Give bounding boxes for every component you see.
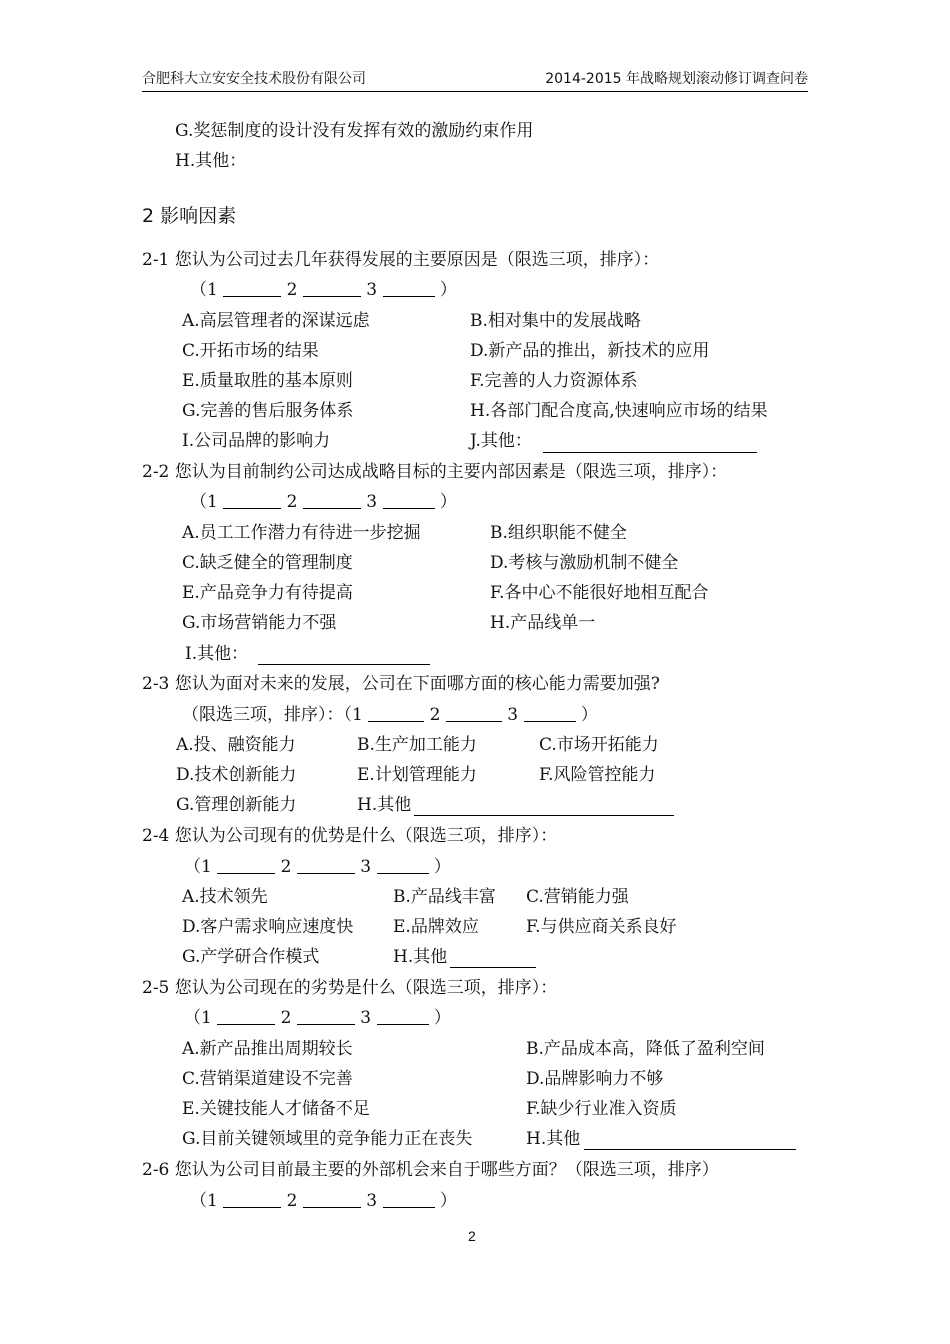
q2-option-a[interactable]: A.员工工作潜力有待进一步挖掘: [182, 523, 421, 543]
q2-rank-3-blank[interactable]: [383, 492, 435, 509]
q2-rank-1-blank[interactable]: [223, 492, 281, 509]
q3-rank-row: [182, 705, 598, 725]
q6-title: 2-6 您认为公司目前最主要的外部机会来自于哪些方面？（限选三项，排序）: [142, 1160, 719, 1180]
q4-rank-row: [184, 857, 451, 877]
q5-title: 2-5 您认为公司现在的劣势是什么（限选三项，排序）：: [142, 978, 558, 998]
q3-option-g[interactable]: G.管理创新能力: [176, 795, 297, 815]
q1-option-e[interactable]: E.质量取胜的基本原则: [182, 371, 353, 391]
rank-close: ）: [439, 492, 457, 512]
page-number: 2: [468, 1228, 476, 1244]
rank-label-2: 2: [280, 857, 292, 877]
rank-label-3: 3: [360, 1008, 372, 1028]
q4-rank-1-blank[interactable]: [217, 857, 275, 874]
q1-option-h[interactable]: H.各部门配合度高,快速响应市场的结果: [470, 401, 768, 421]
q2-title: 2-2 您认为目前制约公司达成战略目标的主要内部因素是（限选三项，排序）：: [142, 462, 728, 482]
q1-option-i[interactable]: I.公司品牌的影响力: [182, 431, 331, 451]
rank-close: ）: [433, 1008, 451, 1028]
q3-option-a[interactable]: A.投、融资能力: [176, 735, 296, 755]
q3-rank-prefix: （限选三项，排序）：（1: [182, 705, 363, 725]
q2-option-e[interactable]: E.产品竞争力有待提高: [182, 583, 353, 603]
q2-option-d[interactable]: D.考核与激励机制不健全: [490, 553, 679, 573]
q6-rank-2-blank[interactable]: [303, 1191, 361, 1208]
q2-option-i[interactable]: I.其他：: [185, 644, 249, 664]
q4-rank-2-blank[interactable]: [297, 857, 355, 874]
q3-option-d[interactable]: D.技术创新能力: [176, 765, 297, 785]
rank-label-2: 2: [286, 492, 298, 512]
q3-rank-2-blank[interactable]: [446, 705, 502, 722]
q6-rank-3-blank[interactable]: [383, 1191, 435, 1208]
q2-option-c[interactable]: C.缺乏健全的管理制度: [182, 553, 353, 573]
q1-option-b[interactable]: B.相对集中的发展战略: [470, 311, 641, 331]
q3-option-f[interactable]: F.风险管控能力: [539, 765, 656, 785]
q5-rank-1-blank[interactable]: [217, 1008, 275, 1025]
q5-option-e[interactable]: E.关键技能人才储备不足: [182, 1099, 370, 1119]
q5-option-a[interactable]: A.新产品推出周期较长: [182, 1039, 353, 1059]
q2-option-h[interactable]: H.产品线单一: [490, 613, 596, 633]
rank-close: ）: [433, 857, 451, 877]
q4-option-h[interactable]: H.其他: [393, 947, 448, 967]
q1-title: 2-1 您认为公司过去几年获得发展的主要原因是（限选三项，排序）：: [142, 250, 660, 270]
q1-rank-3-blank[interactable]: [383, 280, 435, 297]
rank-label-3: 3: [360, 857, 372, 877]
q1-option-a[interactable]: A.高层管理者的深谋远虑: [182, 311, 370, 331]
q4-option-g[interactable]: G.产学研合作模式: [182, 947, 320, 967]
q5-rank-3-blank[interactable]: [377, 1008, 429, 1025]
rank-close: ）: [580, 705, 598, 725]
section-title: 2 影响因素: [142, 205, 237, 227]
rank-label-2: 2: [280, 1008, 292, 1028]
q1-rank-1-blank[interactable]: [223, 280, 281, 297]
q1-option-c[interactable]: C.开拓市场的结果: [182, 341, 319, 361]
q5-option-b[interactable]: B.产品成本高，降低了盈利空间: [526, 1039, 765, 1059]
rank-label-1: （1: [184, 1008, 212, 1028]
intro-option-h: H.其他：: [175, 151, 247, 171]
q2-other-blank[interactable]: [258, 664, 430, 665]
q6-rank-1-blank[interactable]: [223, 1191, 281, 1208]
rank-label-1: （1: [190, 492, 218, 512]
q4-option-b[interactable]: B.产品线丰富: [393, 887, 496, 907]
q4-option-a[interactable]: A.技术领先: [182, 887, 268, 907]
header-rule: [142, 91, 808, 92]
q4-option-d[interactable]: D.客户需求响应速度快: [182, 917, 354, 937]
q3-option-h[interactable]: H.其他: [357, 795, 412, 815]
q4-option-c[interactable]: C.营销能力强: [526, 887, 629, 907]
q3-option-e[interactable]: E.计划管理能力: [357, 765, 477, 785]
q3-other-blank[interactable]: [414, 815, 674, 816]
rank-label-3: 3: [507, 705, 519, 725]
q2-option-b[interactable]: B.组织职能不健全: [490, 523, 627, 543]
q4-option-e[interactable]: E.品牌效应: [393, 917, 479, 937]
rank-label-3: 3: [366, 492, 378, 512]
q1-rank-2-blank[interactable]: [303, 280, 361, 297]
q2-rank-2-blank[interactable]: [303, 492, 361, 509]
q4-other-blank[interactable]: [450, 967, 536, 968]
q1-rank-row: [190, 280, 457, 300]
rank-label-2: 2: [286, 1191, 298, 1211]
rank-label-1: （1: [190, 280, 218, 300]
q2-option-g[interactable]: G.市场营销能力不强: [182, 613, 337, 633]
rank-label-3: 3: [366, 1191, 378, 1211]
q4-option-f[interactable]: F.与供应商关系良好: [526, 917, 677, 937]
rank-label-1: （1: [184, 857, 212, 877]
q5-option-g[interactable]: G.目前关键领域里的竞争能力正在丧失: [182, 1129, 473, 1149]
rank-label-1: （1: [190, 1191, 218, 1211]
q4-title: 2-4 您认为公司现有的优势是什么（限选三项，排序）：: [142, 826, 558, 846]
q5-rank-row: [184, 1008, 451, 1028]
q1-option-j[interactable]: J.其他：: [470, 431, 532, 451]
q3-rank-1-blank[interactable]: [368, 705, 424, 722]
header-doc-title: 2014-2015 年战略规划滚动修订调查问卷: [545, 71, 808, 87]
header-company: 合肥科大立安安全技术股份有限公司: [142, 71, 366, 87]
rank-close: ）: [439, 280, 457, 300]
q3-rank-3-blank[interactable]: [524, 705, 576, 722]
q1-option-d[interactable]: D.新产品的推出，新技术的应用: [470, 341, 710, 361]
q6-rank-row: [190, 1191, 457, 1211]
q5-option-f[interactable]: F.缺少行业准入资质: [526, 1099, 677, 1119]
q1-other-blank[interactable]: [543, 452, 757, 453]
q2-option-f[interactable]: F.各中心不能很好地相互配合: [490, 583, 709, 603]
rank-close: ）: [439, 1191, 457, 1211]
q5-option-h[interactable]: H.其他: [526, 1129, 581, 1149]
rank-label-2: 2: [429, 705, 441, 725]
q5-option-d[interactable]: D.品牌影响力不够: [526, 1069, 664, 1089]
q3-option-b[interactable]: B.生产加工能力: [357, 735, 477, 755]
q1-option-f[interactable]: F.完善的人力资源体系: [470, 371, 638, 391]
q4-rank-3-blank[interactable]: [377, 857, 429, 874]
rank-label-2: 2: [286, 280, 298, 300]
q2-rank-row: [190, 492, 457, 512]
rank-label-3: 3: [366, 280, 378, 300]
q3-option-c[interactable]: C.市场开拓能力: [539, 735, 659, 755]
intro-option-g: G.奖惩制度的设计没有发挥有效的激励约束作用: [175, 121, 534, 141]
q1-option-g[interactable]: G.完善的售后服务体系: [182, 401, 354, 421]
q5-other-blank[interactable]: [584, 1149, 796, 1150]
q5-option-c[interactable]: C.营销渠道建设不完善: [182, 1069, 353, 1089]
q3-title: 2-3 您认为面对未来的发展，公司在下面哪方面的核心能力需要加强?: [142, 674, 660, 694]
q5-rank-2-blank[interactable]: [297, 1008, 355, 1025]
